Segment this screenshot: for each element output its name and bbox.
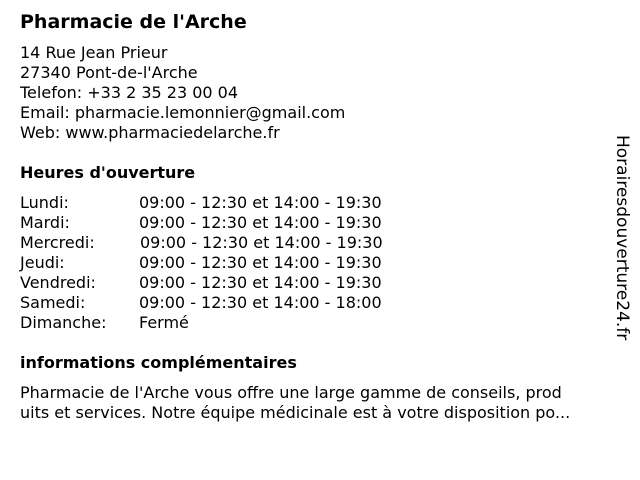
additional-info-text bbox=[20, 383, 620, 423]
day-label: Mardi: bbox=[20, 213, 70, 232]
pharmacy-name: Pharmacie de l'Arche bbox=[20, 11, 247, 33]
time-range: 09:00 - 12:30 et 14:00 - 19:30 bbox=[139, 273, 382, 292]
time-range: 09:00 - 12:30 et 14:00 - 19:30 bbox=[140, 233, 383, 252]
time-range: 09:00 - 12:30 et 14:00 - 19:30 bbox=[139, 193, 382, 212]
day-label: Mercredi: bbox=[20, 233, 95, 252]
address-street: 14 Rue Jean Prieur bbox=[20, 43, 168, 62]
email-address: Email: pharmacie.lemonnier@gmail.com bbox=[20, 103, 346, 122]
opening-hours-heading: Heures d'ouverture bbox=[20, 163, 196, 182]
site-watermark: Horairesdouverture24.fr bbox=[612, 135, 632, 341]
time-range: 09:00 - 12:30 et 14:00 - 19:30 bbox=[139, 213, 382, 232]
day-label: Samedi: bbox=[20, 293, 86, 312]
day-label: Vendredi: bbox=[20, 273, 96, 292]
website-url: Web: www.pharmaciedelarche.fr bbox=[20, 123, 280, 142]
time-range: 09:00 - 12:30 et 14:00 - 19:30 bbox=[139, 253, 382, 272]
address-city: 27340 Pont-de-l'Arche bbox=[20, 63, 198, 82]
phone-number: Telefon: +33 2 35 23 00 04 bbox=[20, 83, 239, 102]
additional-info-heading: informations complémentaires bbox=[20, 353, 297, 372]
day-label: Dimanche: bbox=[20, 313, 107, 332]
description-line: uits et services. Notre équipe médicinale est à votre disposition po... bbox=[20, 403, 571, 422]
day-label: Lundi: bbox=[20, 193, 69, 212]
time-range: 09:00 - 12:30 et 14:00 - 18:00 bbox=[139, 293, 382, 312]
description-line: Pharmacie de l'Arche vous offre une large gamme de conseils, prod bbox=[20, 383, 562, 402]
day-label: Jeudi: bbox=[20, 253, 65, 272]
time-range: Fermé bbox=[139, 313, 189, 332]
contact-block bbox=[20, 43, 345, 143]
